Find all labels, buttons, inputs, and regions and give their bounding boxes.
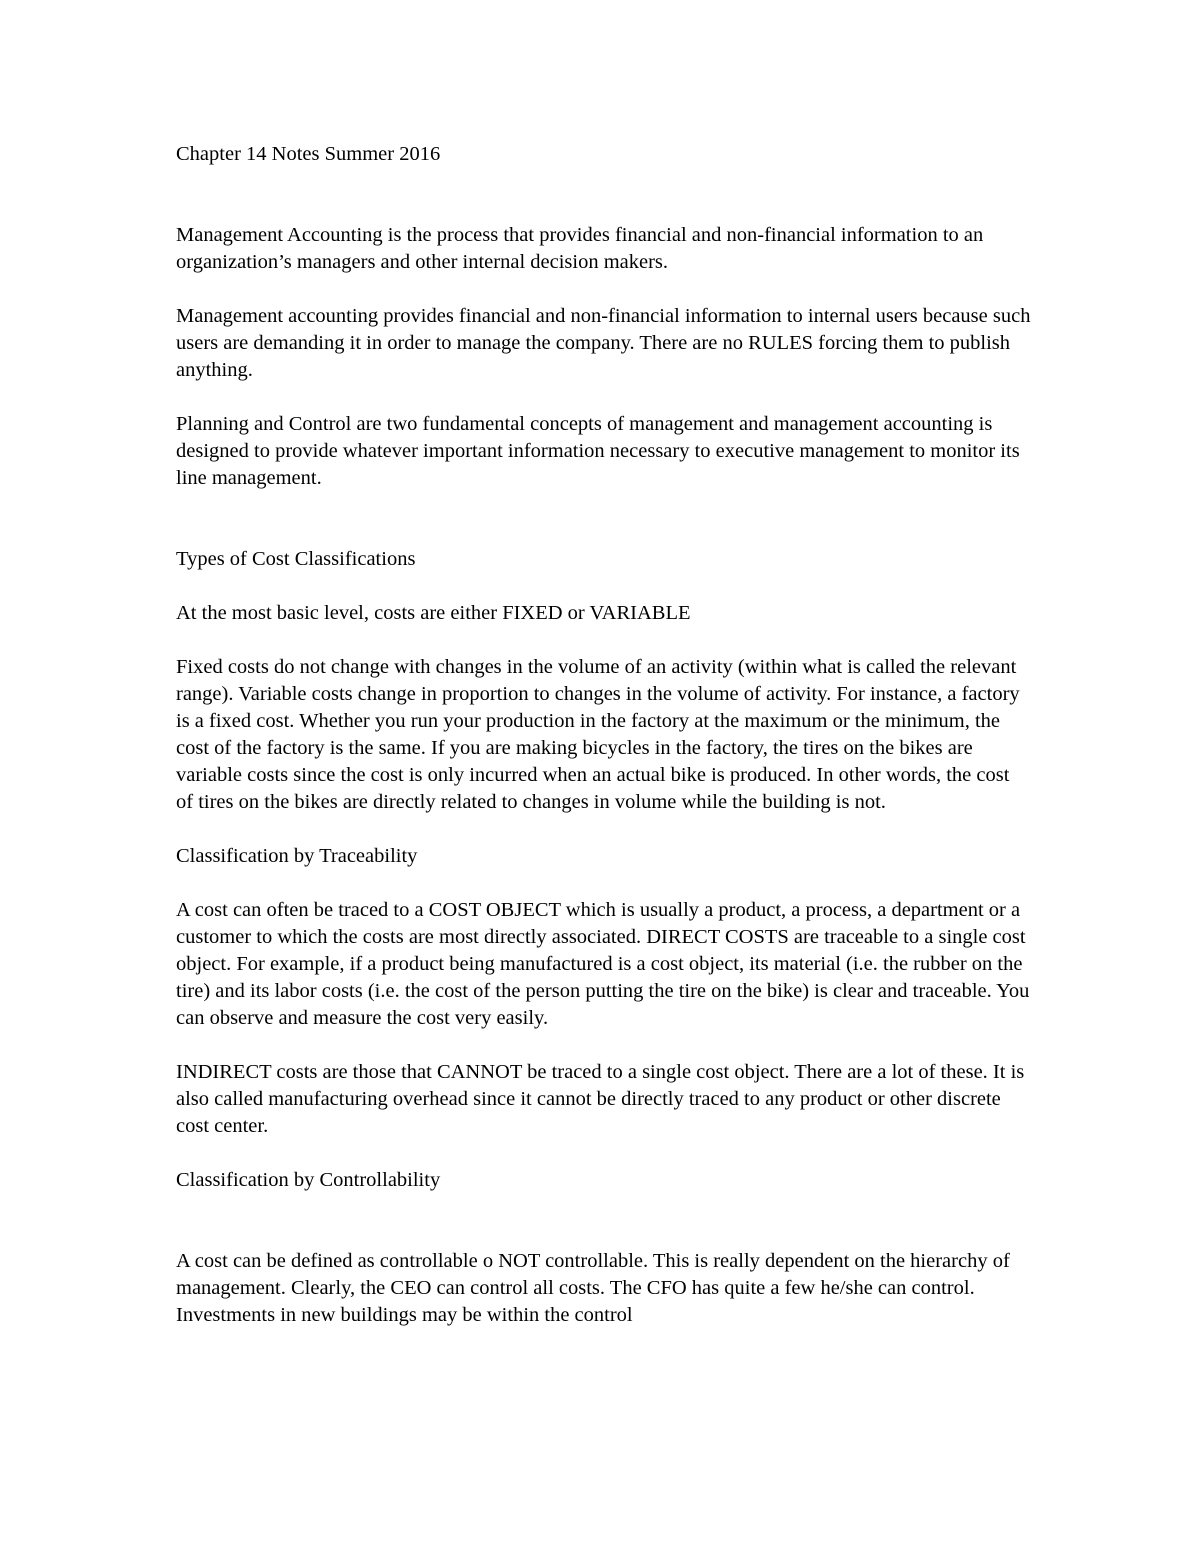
document-body	[176, 141, 1031, 1329]
heading-traceability: Classification by Traceability	[176, 845, 418, 867]
heading-cost-classifications: Types of Cost Classifications	[176, 548, 416, 570]
paragraph-controllable-costs: A cost can be defined as controllable o NOT controllable. This is really dependent on the hierarchy of management. Clearly, the CEO can control all costs. The CFO has quite a few he/she can control. Investments in new buildings may be within the control	[176, 1250, 1010, 1326]
paragraph-fixed-variable-explanation: Fixed costs do not change with changes in the volume of an activity (within what is called the relevant range). Variable costs change in proportion to changes in the volume of activity. For instance, a factory is a fixed cost. Whether you run your production in the factory at the maximum or the minimum, the cost of the factory is the same. If you are making bicycles in the factory, the tires on the bikes are variable costs since the cost is only incurred when an actual bike is produced. In other words, the cost of tires on the bikes are directly related to changes in volume while the building is not.	[176, 656, 1020, 813]
paragraph-internal-users: Management accounting provides financial and non-financial information to internal users because such users are demanding it in order to manage the company. There are no RULES forcing them to publish anything.	[176, 305, 1031, 381]
paragraph-planning-control: Planning and Control are two fundamental concepts of management and management accounting is designed to provide whatever important information necessary to executive management to monitor its line management.	[176, 413, 1020, 489]
paragraph-fixed-or-variable: At the most basic level, costs are either FIXED or VARIABLE	[176, 602, 691, 624]
paragraph-management-accounting-definition: Management Accounting is the process that provides financial and non-financial information to an organization’s managers and other internal decision makers.	[176, 224, 984, 273]
heading-controllability: Classification by Controllability	[176, 1169, 441, 1191]
paragraph-direct-costs: A cost can often be traced to a COST OBJECT which is usually a product, a process, a department or a customer to which the costs are most directly associated. DIRECT COSTS are traceable to a single cost object. For example, if a product being manufactured is a cost object, its material (i.e. the rubber on the tire) and its labor costs (i.e. the cost of the person putting the tire on the bike) is clear and traceable. You can observe and measure the cost very easily.	[176, 899, 1030, 1029]
document-title: Chapter 14 Notes Summer 2016	[176, 143, 441, 165]
paragraph-indirect-costs: INDIRECT costs are those that CANNOT be traced to a single cost object. There are a lot of these. It is also called manufacturing overhead since it cannot be directly traced to any product or other discrete cost center.	[176, 1061, 1025, 1137]
